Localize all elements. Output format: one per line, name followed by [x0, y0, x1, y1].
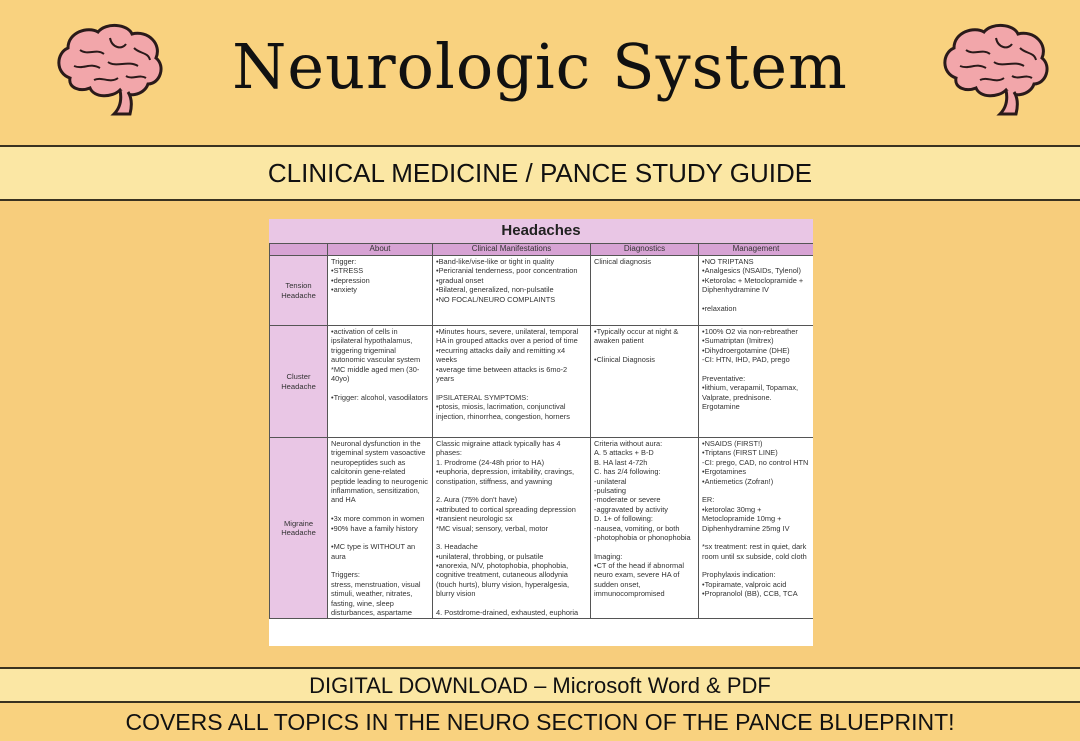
row-header: Migraine Headache	[270, 438, 328, 619]
diagnostics-cell: Clinical diagnosis	[591, 256, 699, 326]
row-header: Cluster Headache	[270, 326, 328, 438]
headache-table	[269, 243, 813, 619]
header-area	[0, 0, 1080, 145]
table-row	[270, 438, 814, 619]
document-title: Headaches	[269, 219, 813, 243]
management-cell: •NO TRIPTANS •Analgesics (NSAIDs, Tylenol) •Ketorolac + Metoclopramide + Diphenhydramine IV •relaxation	[699, 256, 814, 326]
manifestations-cell: •Band-like/vise-like or tight in quality •Pericranial tenderness, poor concentration •gradual onset •Bilateral, generalized, non-pulsatile •NO FOCAL/NEURO COMPLAINTS	[433, 256, 591, 326]
manifestations-cell: •Minutes hours, severe, unilateral, temporal HA in grouped attacks over a period of time •recurring attacks daily and remitting x4 weeks •average time between attacks is 6mo-2 years IPSILATERAL SYMPTOMS: •ptosis, miosis, lacrimation, conjunctival injection, rhinorrhea, congestion, horners	[433, 326, 591, 438]
document-preview	[269, 219, 813, 646]
about-cell: Trigger: •STRESS •depression •anxiety	[328, 256, 433, 326]
table-row	[270, 256, 814, 326]
diagnostics-cell: Criteria without aura: A. 5 attacks + B-D B. HA last 4-72h C. has 2/4 following: -unilateral -pulsating -moderate or severe -aggravated by activity D. 1+ of following: -nausea, vomiting, or both -photophobia or phonophobia Imaging: •CT of the head if abnormal neuro exam, severe HA of sudden onset, immunocompromised	[591, 438, 699, 619]
management-cell: •NSAIDS (FIRST!) •Triptans (FIRST LINE) -CI: prego, CAD, no control HTN •Ergotamines •Antiemetics (Zofran!) ER: •ketorolac 30mg + Metoclopramide 10mg + Diphenhydramine 25mg IV *sx treatment: rest in quiet, dark room until sx subside, cold cloth Prophylaxis indication: •Topiramate, valproic acid •Propranolol (BB), CCB, TCA	[699, 438, 814, 619]
brain-icon	[936, 18, 1056, 118]
manifestations-cell: Classic migraine attack typically has 4 phases: 1. Prodrome (24-48h prior to HA) •euphoria, depression, irritability, cravings, constipation, stiffness, and yawning 2. Aura (75% don't have) •attributed to cortical spreading depression •transient neurologic sx *MC visual; sensory, verbal, motor 3. Headache •unilateral, throbbing, or pulsatile •anorexia, N/V, photophobia, phophobia, cognitive treatment, cutaneous allodynia (touch hurts), blurry vision, hyperalgesia, blurry vision 4. Postdrome-drained, exhausted, euphoria	[433, 438, 591, 619]
about-cell: •activation of cells in ipsilateral hypothalamus, triggering trigeminal autonomic vascular system *MC middle aged men (30-40yo) •Trigger: alcohol, vasodilators	[328, 326, 433, 438]
download-banner: DIGITAL DOWNLOAD – Microsoft Word & PDF	[0, 667, 1080, 703]
diagnostics-cell: •Typically occur at night & awaken patient •Clinical Diagnosis	[591, 326, 699, 438]
column-header: About	[328, 244, 433, 256]
subtitle-banner: CLINICAL MEDICINE / PANCE STUDY GUIDE	[0, 145, 1080, 201]
column-header: Diagnostics	[591, 244, 699, 256]
table-row	[270, 326, 814, 438]
coverage-banner: COVERS ALL TOPICS IN THE NEURO SECTION OF THE PANCE BLUEPRINT!	[0, 701, 1080, 741]
column-header: Management	[699, 244, 814, 256]
column-header	[270, 244, 328, 256]
about-cell: Neuronal dysfunction in the trigeminal system vasoactive neuropeptides such as calcitonin gene-related peptide leading to neurogenic inflammation, sensitization, and HA •3x more common in women •90% have a family history •MC type is WITHOUT an aura Triggers: stress, menstruation, visual stimuli, weather, nitrates, fasting, wine, sleep disturbances, aspartame	[328, 438, 433, 619]
column-header: Clinical Manifestations	[433, 244, 591, 256]
table-header-row	[270, 244, 814, 256]
row-header: Tension Headache	[270, 256, 328, 326]
page-title: Neurologic System	[232, 30, 848, 103]
management-cell: •100% O2 via non-rebreather •Sumatriptan (Imitrex) •Dihydroergotamine (DHE) -CI: HTN, IHD, PAD, prego Preventative: •lithium, verapamil, Topamax, Valprate, prednisone. Ergotamine	[699, 326, 814, 438]
